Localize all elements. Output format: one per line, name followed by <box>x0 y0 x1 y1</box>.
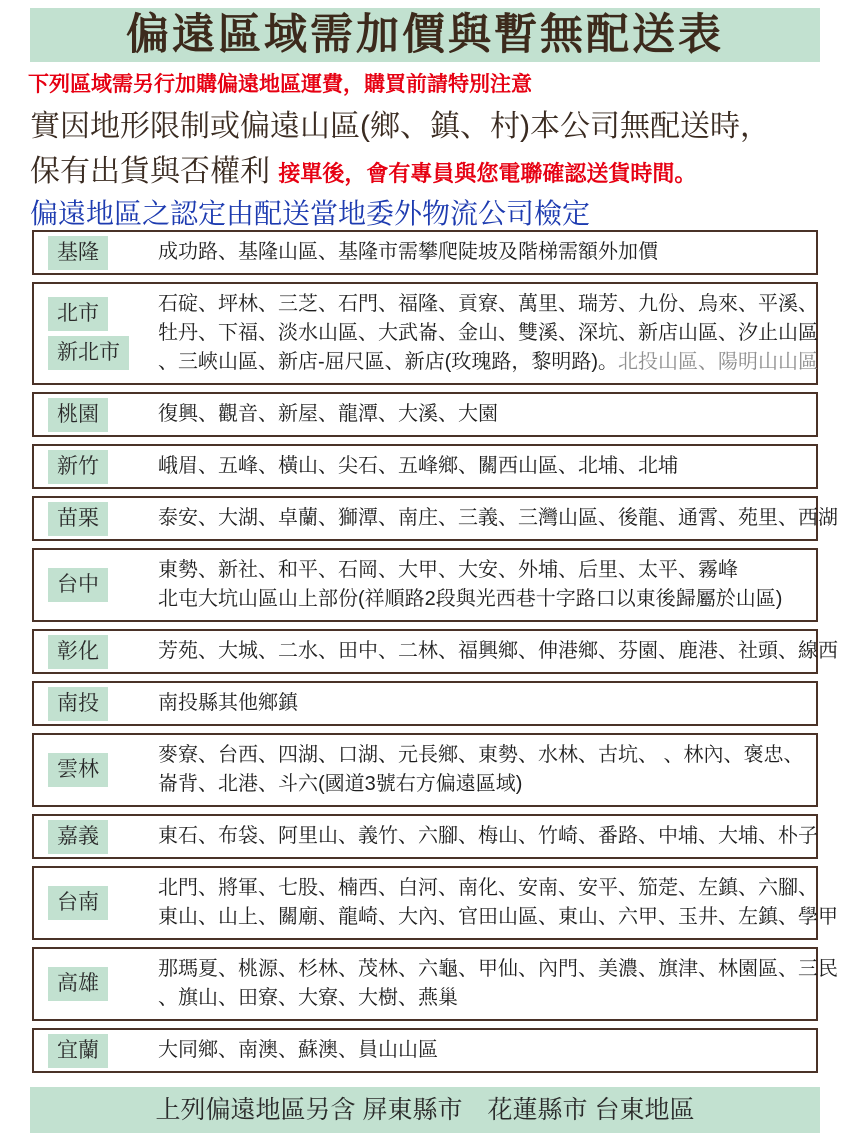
region-label-cell <box>34 1034 158 1068</box>
region-line <box>158 452 810 481</box>
region-content <box>158 738 810 802</box>
region-text: 、旗山、田寮、大寮、大樹、燕巢 <box>158 987 458 1009</box>
region-text: 復興、觀音、新屋、龍潭、大溪、大園 <box>158 403 498 425</box>
region-content <box>158 634 838 669</box>
region-line <box>158 984 838 1013</box>
region-label: 桃園 <box>48 398 108 432</box>
region-text: 北屯大坑山區山上部份(祥順路2段與光西巷十字路口以東後歸屬於山區) <box>158 588 783 610</box>
region-label-cell <box>34 635 158 669</box>
region-line <box>158 238 810 267</box>
region-label-cell <box>34 450 158 484</box>
region-line <box>158 770 810 799</box>
region-line <box>158 585 810 614</box>
region-line <box>158 556 810 585</box>
table-row <box>32 230 818 275</box>
region-content <box>158 501 838 536</box>
region-content <box>158 686 810 721</box>
region-line <box>158 348 818 377</box>
region-label: 基隆 <box>48 236 108 270</box>
region-text: 牡丹、下福、淡水山區、大武崙、金山、雙溪、深坑、新店山區、汐止山區 <box>158 322 818 344</box>
policy-paragraph <box>30 104 850 196</box>
region-text: 泰安、大湖、卓蘭、獅潭、南庄、三義、三灣山區、後龍、通霄、苑里、西湖 <box>158 507 838 529</box>
region-line <box>158 504 838 533</box>
region-label-cell <box>34 820 158 854</box>
region-text: 東山、山上、關廟、龍崎、大內、官田山區、東山、六甲、玉井、左鎮、學甲 <box>158 906 838 928</box>
footer-note: 上列偏遠地區另含 屏東縣市 花蓮縣市 台東地區 <box>30 1087 820 1133</box>
region-line <box>158 822 818 851</box>
verification-note: 偏遠地區之認定由配送當地委外物流公司檢定 <box>30 198 591 229</box>
region-label-cell <box>34 886 158 920</box>
region-text: 、三峽山區、新店-屈尺區、新店(玫瑰路，黎明路)。 <box>158 351 618 373</box>
region-label: 新竹 <box>48 450 108 484</box>
region-content <box>158 397 810 432</box>
region-text: 芳苑、大城、二水、田中、二林、福興鄉、伸港鄉、芬園、鹿港、社頭、線西 <box>158 640 838 662</box>
region-text: 南投縣其他鄉鎮 <box>158 692 298 714</box>
region-label: 苗栗 <box>48 502 108 536</box>
region-line <box>158 400 810 429</box>
region-text: 大同鄉、南澳、蘇澳、員山山區 <box>158 1039 438 1061</box>
table-row <box>32 282 818 385</box>
table-row <box>32 629 838 674</box>
region-line <box>158 637 838 666</box>
table-row <box>32 866 838 940</box>
region-label-cell <box>34 236 158 270</box>
region-label: 台中 <box>48 568 108 602</box>
region-content <box>158 952 838 1016</box>
region-line <box>158 903 838 932</box>
region-label: 新北市 <box>48 336 129 370</box>
region-label-cell <box>34 687 158 721</box>
region-label-cell <box>34 568 158 602</box>
region-line <box>158 1036 810 1065</box>
region-content <box>158 553 810 617</box>
table-row <box>32 392 818 437</box>
region-text: 麥寮、台西、四湖、口湖、元長鄉、東勢、水林、古坑、 、林內、褒忠、 <box>158 744 804 766</box>
region-text: 崙背、北港、斗六(國道3號右方偏遠區域) <box>158 773 523 795</box>
region-text: 東勢、新社、和平、石岡、大甲、大安、外埔、后里、太平、霧峰 <box>158 559 738 581</box>
region-line <box>158 290 818 319</box>
table-row <box>32 947 838 1021</box>
table-row <box>32 733 818 807</box>
region-content <box>158 819 818 854</box>
table-row <box>32 444 818 489</box>
page-title: 偏遠區域需加價與暫無配送表 <box>30 8 820 62</box>
region-text: 石碇、坪林、三芝、石門、福隆、貢寮、萬里、瑞芳、九份、烏來、平溪、 <box>158 293 818 315</box>
region-table <box>0 230 850 1073</box>
region-text-muted: 北投山區、陽明山山區 <box>617 351 818 373</box>
region-content <box>158 287 818 380</box>
table-row <box>32 814 818 859</box>
region-label-cell <box>34 297 158 370</box>
region-line <box>158 319 818 348</box>
region-label: 嘉義 <box>48 820 108 854</box>
policy-line2-main: 保有出貨與否權利 <box>30 155 270 188</box>
table-row <box>32 548 818 622</box>
region-line <box>158 689 810 718</box>
region-line <box>158 955 838 984</box>
policy-line2-red-note: 接單後，會有專員與您電聯確認送貨時間。 <box>278 161 697 186</box>
region-label: 南投 <box>48 687 108 721</box>
region-label: 雲林 <box>48 753 108 787</box>
region-content <box>158 871 838 935</box>
region-line <box>158 874 838 903</box>
region-content <box>158 1033 810 1068</box>
region-text: 成功路、基隆山區、基隆市需攀爬陡坡及階梯需額外加價 <box>158 241 658 263</box>
warning-note: 下列區域需另行加購偏遠地區運費，購買前請特別注意 <box>28 72 532 96</box>
region-label: 北市 <box>48 297 108 331</box>
region-label-cell <box>34 502 158 536</box>
region-label-cell <box>34 753 158 787</box>
region-content <box>158 449 810 484</box>
table-row <box>32 1028 818 1073</box>
table-row <box>32 681 818 726</box>
region-text: 東石、布袋、阿里山、義竹、六腳、梅山、竹崎、番路、中埔、大埔、朴子 <box>158 825 818 847</box>
region-label-cell <box>34 398 158 432</box>
region-text: 那瑪夏、桃源、杉林、茂林、六龜、甲仙、內門、美濃、旗津、林園區、三民 <box>158 958 838 980</box>
region-content <box>158 235 810 270</box>
region-label: 高雄 <box>48 967 108 1001</box>
region-text: 北門、將軍、七股、楠西、白河、南化、安南、安平、笳萣、左鎮、六腳、 <box>158 877 818 899</box>
region-text: 峨眉、五峰、橫山、尖石、五峰鄉、關西山區、北埔、北埔 <box>158 455 678 477</box>
region-label: 台南 <box>48 886 108 920</box>
region-line <box>158 741 810 770</box>
region-label-cell <box>34 967 158 1001</box>
policy-line1: 實因地形限制或偏遠山區(鄉、鎮、村)本公司無配送時， <box>30 110 770 143</box>
table-row <box>32 496 838 541</box>
policy-line2 <box>30 149 850 196</box>
region-label: 宜蘭 <box>48 1034 108 1068</box>
region-label: 彰化 <box>48 635 108 669</box>
